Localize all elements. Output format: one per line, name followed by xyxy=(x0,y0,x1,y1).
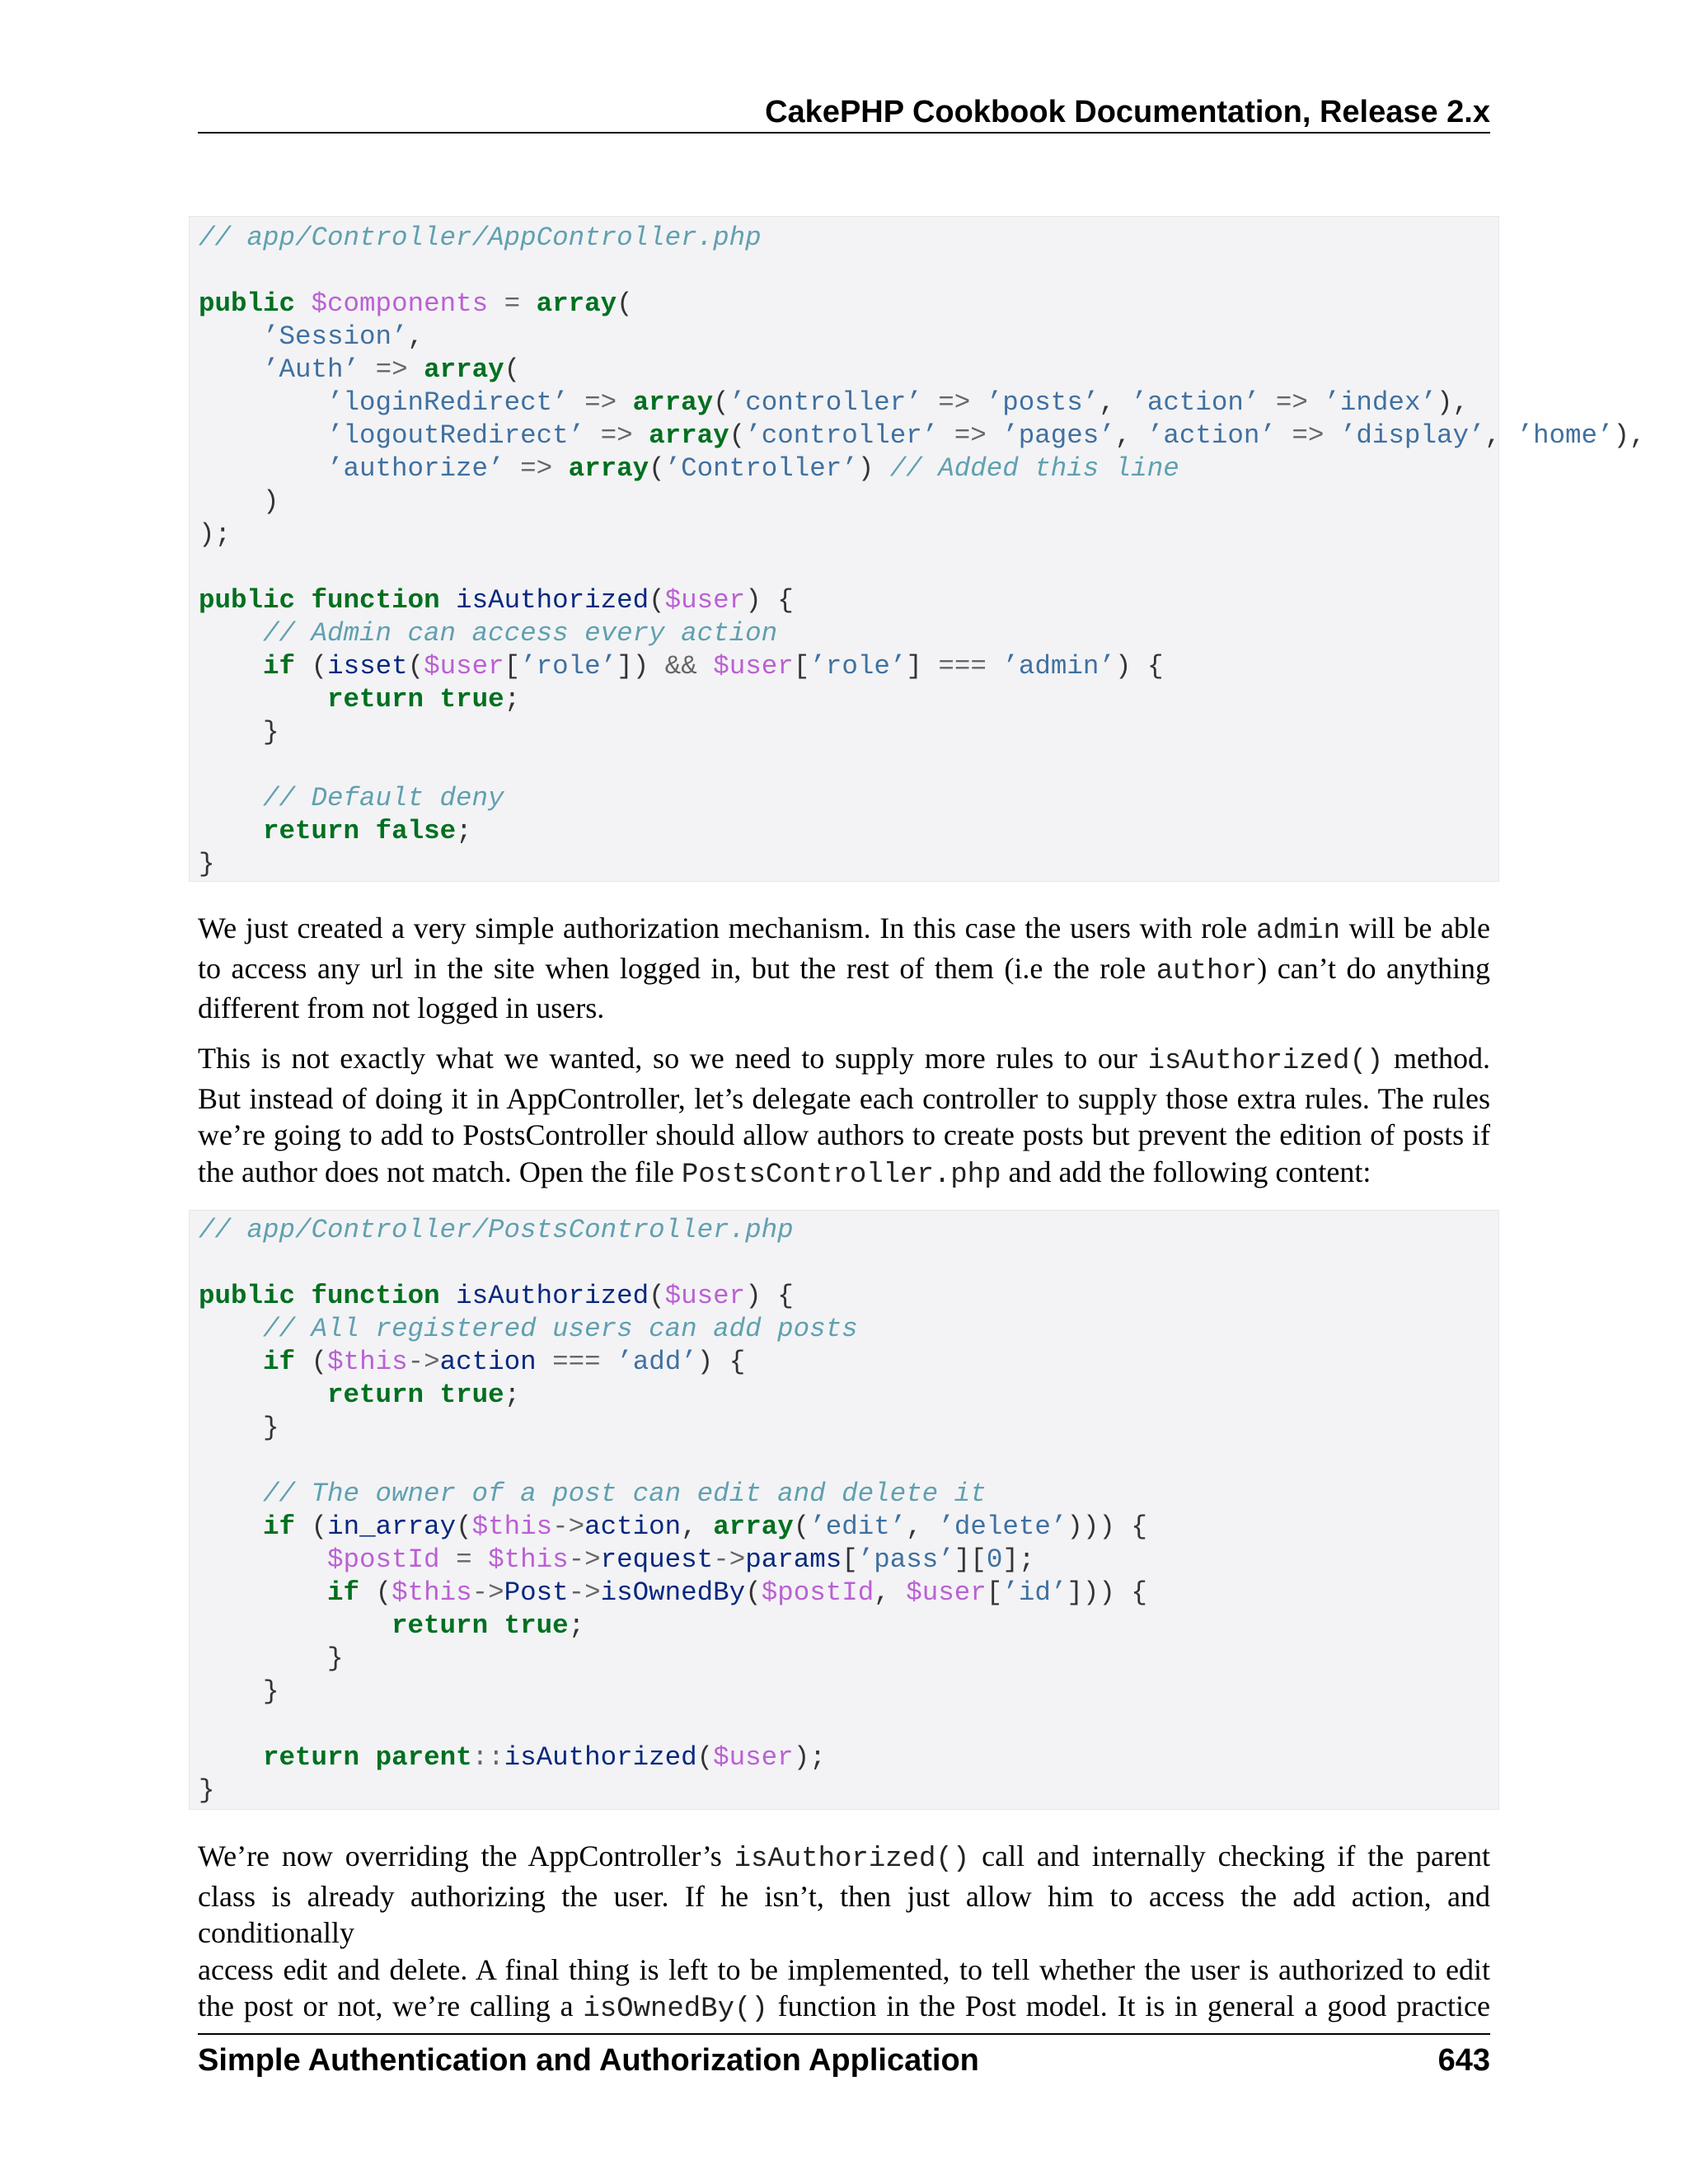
code-punct: ) xyxy=(632,651,649,682)
code-keyword: array xyxy=(424,354,504,385)
code-variable: $this xyxy=(392,1577,472,1608)
code-keyword: function xyxy=(311,1281,440,1311)
code-punct: , xyxy=(1484,420,1501,451)
code-punct: ( xyxy=(649,1281,665,1311)
code-keyword: array xyxy=(649,420,729,451)
code-punct: , xyxy=(874,1577,890,1608)
code-variable: $components xyxy=(311,288,489,319)
code-punct: } xyxy=(199,849,215,879)
code-punct: ); xyxy=(793,1742,826,1773)
code-keyword: return xyxy=(263,1742,360,1773)
code-comment: // Admin can access every action xyxy=(263,618,778,649)
code-keyword: array xyxy=(536,288,617,319)
code-comment: // app/Controller/PostsController.php xyxy=(199,1215,794,1245)
inline-code: PostsController.php xyxy=(681,1159,1001,1191)
code-block-app-controller xyxy=(189,216,1646,882)
code-function-name: isAuthorized xyxy=(504,1742,697,1773)
code-string: ’role’ xyxy=(809,651,907,682)
code-keyword: return xyxy=(392,1610,489,1641)
paragraph-rules xyxy=(198,1040,1490,1193)
code-string: ’admin’ xyxy=(1002,651,1115,682)
code-punct: } xyxy=(327,1643,344,1674)
code-punct: ) xyxy=(1082,1511,1100,1542)
code-operator: -> xyxy=(471,1577,504,1608)
code-keyword: true xyxy=(439,1380,504,1410)
code-operator: = xyxy=(456,1544,472,1575)
code-property: action xyxy=(439,1347,537,1377)
text-line: to access any url in the site when logged in, but the rest of them (i.e the role author) can’t do anything xyxy=(198,951,1490,987)
code-punct: ] xyxy=(617,651,633,682)
code-string: ’add’ xyxy=(617,1347,697,1377)
code-punct: ) xyxy=(263,486,279,517)
code-keyword: true xyxy=(439,684,504,715)
code-punct: ( xyxy=(713,387,729,418)
code-string: ’edit’ xyxy=(809,1511,907,1542)
code-block-posts-controller xyxy=(189,1210,1499,1810)
code-keyword: array xyxy=(713,1511,794,1542)
code-string: ’Session’ xyxy=(263,321,408,352)
code-keyword: array xyxy=(632,387,714,418)
code-variable: $user xyxy=(713,651,794,682)
code-string: ’role’ xyxy=(520,651,617,682)
code-punct: { xyxy=(777,1281,794,1311)
code-punct: { xyxy=(777,585,794,616)
code-punct: ( xyxy=(311,651,328,682)
code-punct: ) xyxy=(1114,651,1132,682)
code-variable: $postId xyxy=(327,1544,440,1575)
code-punct: ) xyxy=(1099,1577,1115,1608)
text-line: We’re now overriding the AppController’s isAuthorized() call and internally checking if the parent xyxy=(198,1840,1490,1875)
code-punct: ) xyxy=(745,1281,762,1311)
code-property: action xyxy=(584,1511,682,1542)
code-variable: $user xyxy=(906,1577,987,1608)
code-punct: , xyxy=(1099,387,1115,418)
text-line: different from not logged in users. xyxy=(198,991,605,1024)
code-variable: $user xyxy=(424,651,504,682)
code-punct: , xyxy=(1114,420,1132,451)
code-punct: [ xyxy=(986,1577,1003,1608)
code-operator: -> xyxy=(713,1544,746,1575)
footer-section-title: Simple Authentication and Authorization Application xyxy=(198,2043,979,2078)
code-keyword: public xyxy=(199,585,296,616)
inline-code: admin xyxy=(1255,916,1340,947)
code-keyword: public xyxy=(199,288,296,319)
code-string: ’Controller’ xyxy=(664,453,858,484)
code-punct: ; xyxy=(504,684,521,715)
code-function-name: isset xyxy=(327,651,408,682)
code-punct: ( xyxy=(375,1577,392,1608)
code-keyword: if xyxy=(327,1577,360,1608)
code-punct: ) xyxy=(745,585,762,616)
code-string: ’pages’ xyxy=(1002,420,1115,451)
code-punct: } xyxy=(263,717,279,748)
code-operator: => xyxy=(954,420,987,451)
text-line: we’re going to add to PostsController should allow authors to create posts but prevent the edition of posts if xyxy=(198,1118,1490,1151)
code-keyword: parent xyxy=(375,1742,472,1773)
code-keyword: return xyxy=(327,684,424,715)
code-punct: ( xyxy=(407,651,424,682)
code-punct: ( xyxy=(745,1577,762,1608)
code-property: Post xyxy=(504,1577,569,1608)
code-string: ’display’ xyxy=(1339,420,1485,451)
code-string: ’controller’ xyxy=(745,420,939,451)
text-line: This is not exactly what we wanted, so we need to supply more rules to our isAuthorized() method. xyxy=(198,1042,1491,1077)
code-punct: ( xyxy=(793,1511,810,1542)
code-function-name: in_array xyxy=(327,1511,457,1542)
code-punct: ) xyxy=(1067,1511,1083,1542)
inline-code: isAuthorized() xyxy=(1147,1046,1384,1077)
code-number: 0 xyxy=(986,1544,1003,1575)
code-variable: $user xyxy=(664,1281,746,1311)
text-line: class is already authorizing the user. If he isn’t, then just allow him to access the add action, and conditionally xyxy=(198,1879,1490,1949)
code-string: ’logoutRedirect’ xyxy=(327,420,585,451)
code-operator: === xyxy=(552,1347,601,1377)
code-punct: [ xyxy=(842,1544,858,1575)
code-punct: ] xyxy=(1067,1577,1083,1608)
code-operator: => xyxy=(375,354,408,385)
code-comment: // All registered users can add posts xyxy=(263,1314,858,1344)
code-punct: ; xyxy=(456,816,472,846)
code-punct: [ xyxy=(504,651,521,682)
code-keyword: public xyxy=(199,1281,296,1311)
text-line: access edit and delete. A final thing is left to be implemented, to tell whether the user is authorized to edit xyxy=(198,1952,1490,1986)
code-punct: { xyxy=(729,1347,746,1377)
code-variable: $this xyxy=(471,1511,553,1542)
code-operator: => xyxy=(520,453,553,484)
code-property: request xyxy=(600,1544,714,1575)
code-string: ’authorize’ xyxy=(327,453,504,484)
code-operator: = xyxy=(504,288,521,319)
code-comment: // Added this line xyxy=(889,453,1179,484)
code-keyword: return xyxy=(327,1380,424,1410)
code-punct: ( xyxy=(729,420,746,451)
code-punct: ( xyxy=(696,1742,714,1773)
paragraph-authorization xyxy=(198,910,1490,1027)
code-punct: ] xyxy=(954,1544,971,1575)
code-string: ’id’ xyxy=(1002,1577,1067,1608)
code-variable: $postId xyxy=(761,1577,874,1608)
code-function-name: isAuthorized xyxy=(456,1281,649,1311)
code-punct: } xyxy=(263,1676,279,1707)
code-string: ’loginRedirect’ xyxy=(327,387,569,418)
code-punct: { xyxy=(1146,651,1164,682)
code-punct: ( xyxy=(617,288,633,319)
code-keyword: array xyxy=(568,453,649,484)
code-operator: => xyxy=(584,387,617,418)
paragraph-overriding xyxy=(198,1838,1490,2028)
code-property: params xyxy=(745,1544,842,1575)
inline-code: author xyxy=(1156,955,1258,987)
code-string: ’action’ xyxy=(1146,420,1276,451)
code-punct: [ xyxy=(793,651,810,682)
running-footer xyxy=(198,2041,1490,2080)
code-keyword: true xyxy=(504,1610,569,1641)
code-operator: -> xyxy=(568,1577,601,1608)
code-punct: , xyxy=(407,321,424,352)
code-operator: => xyxy=(1292,420,1325,451)
code-punct: ; xyxy=(568,1610,585,1641)
code-punct: ( xyxy=(649,585,665,616)
code-keyword: if xyxy=(263,1347,296,1377)
code-punct: ] xyxy=(906,651,922,682)
code-operator: => xyxy=(1275,387,1308,418)
code-punct: , xyxy=(681,1511,697,1542)
footer-rule xyxy=(198,2033,1490,2035)
code-string: ’action’ xyxy=(1131,387,1260,418)
code-punct: ( xyxy=(456,1511,472,1542)
code-punct: ( xyxy=(311,1511,328,1542)
code-function-name: isAuthorized xyxy=(456,585,649,616)
page-number: 643 xyxy=(1437,2043,1490,2078)
code-comment: // Default deny xyxy=(263,783,504,813)
code-comment: // app/Controller/AppController.php xyxy=(199,223,762,253)
code-operator: -> xyxy=(568,1544,601,1575)
text-line: the post or not, we’re calling a isOwnedBy() function in the Post model. It is in general a good practice xyxy=(198,1990,1490,2025)
code-function-name: isOwnedBy xyxy=(600,1577,746,1608)
code-string: ’pass’ xyxy=(857,1544,954,1575)
code-string: ’home’ xyxy=(1517,420,1614,451)
code-operator: && xyxy=(664,651,697,682)
code-punct: ( xyxy=(504,354,521,385)
inline-code: isAuthorized() xyxy=(734,1844,970,1875)
code-string: ’Auth’ xyxy=(263,354,360,385)
code-punct: ), xyxy=(1613,420,1646,451)
code-operator: -> xyxy=(552,1511,585,1542)
code-punct: ] xyxy=(1002,1544,1019,1575)
code-punct: { xyxy=(1131,1511,1147,1542)
code-punct: , xyxy=(906,1511,922,1542)
code-punct: ) xyxy=(857,453,874,484)
text-line: We just created a very simple authorization mechanism. In this case the users with role admin will be able xyxy=(198,912,1490,947)
header-rule xyxy=(198,132,1490,134)
code-punct: ); xyxy=(199,519,232,550)
code-variable: $this xyxy=(488,1544,569,1575)
code-punct: [ xyxy=(970,1544,987,1575)
code-operator: => xyxy=(600,420,633,451)
code-string: ’controller’ xyxy=(729,387,922,418)
code-variable: $user xyxy=(713,1742,794,1773)
code-operator: => xyxy=(938,387,971,418)
code-variable: $user xyxy=(664,585,746,616)
code-keyword: if xyxy=(263,1511,296,1542)
code-keyword: false xyxy=(375,816,457,846)
code-punct: { xyxy=(1131,1577,1147,1608)
code-keyword: if xyxy=(263,651,296,682)
code-keyword: function xyxy=(311,585,440,616)
code-operator: -> xyxy=(407,1347,440,1377)
code-string: ’delete’ xyxy=(938,1511,1067,1542)
code-punct: ) xyxy=(696,1347,714,1377)
code-punct: ( xyxy=(649,453,665,484)
code-punct: } xyxy=(199,1775,215,1806)
text-line: But instead of doing it in AppController, let’s delegate each controller to supply those extra rules. The rules xyxy=(198,1081,1490,1115)
code-string: ’posts’ xyxy=(986,387,1100,418)
code-comment: // The owner of a post can edit and delete it xyxy=(263,1479,987,1509)
code-punct: ( xyxy=(311,1347,328,1377)
code-punct: ; xyxy=(1018,1544,1035,1575)
code-punct: } xyxy=(263,1413,279,1443)
code-keyword: return xyxy=(263,816,360,846)
code-string: ’index’ xyxy=(1324,387,1437,418)
code-punct: ), xyxy=(1436,387,1469,418)
code-punct: ; xyxy=(504,1380,521,1410)
code-punct: ) xyxy=(1099,1511,1115,1542)
code-punct: ) xyxy=(1082,1577,1100,1608)
inline-code: isOwnedBy() xyxy=(583,1994,768,2025)
code-operator: :: xyxy=(471,1742,504,1773)
code-variable: $this xyxy=(327,1347,408,1377)
text-line: the author does not match. Open the file PostsController.php and add the following content: xyxy=(198,1155,1372,1191)
code-operator: === xyxy=(938,651,987,682)
running-header: CakePHP Cookbook Documentation, Release 2.x xyxy=(765,95,1490,129)
